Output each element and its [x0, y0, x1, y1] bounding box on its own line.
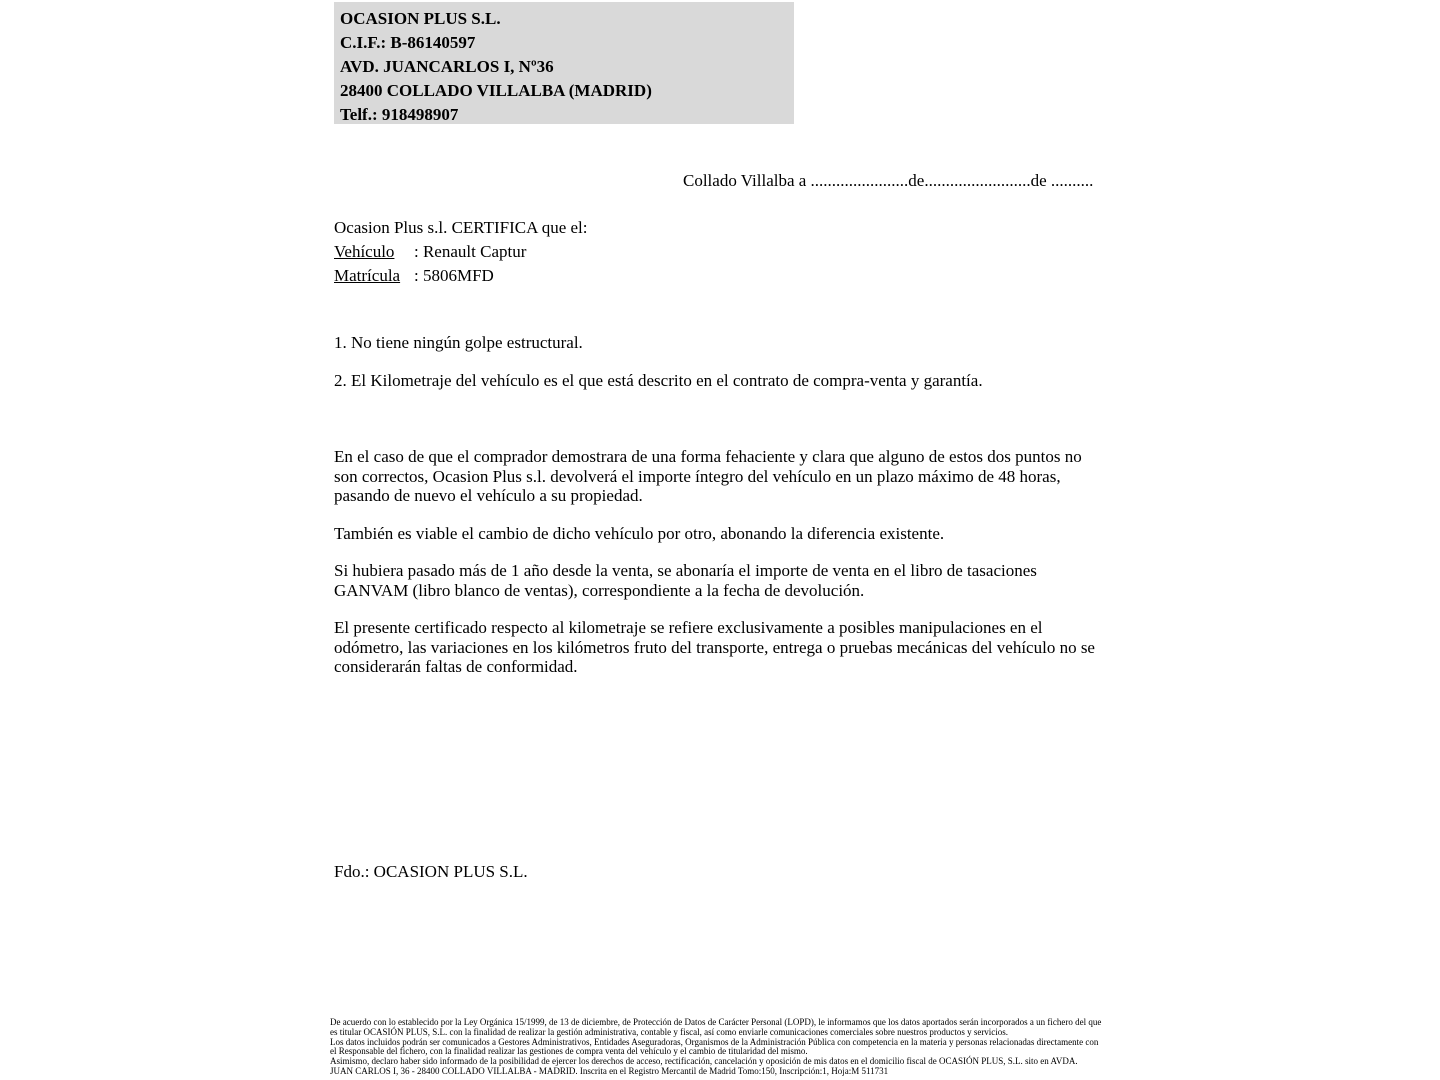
date-line: Collado Villalba a .......................de.........................de ..........	[683, 171, 1094, 190]
point-2: 2. El Kilometraje del vehículo es el que está descrito en el contrato de compra-venta y garantía.	[334, 370, 983, 390]
certification-block	[334, 216, 1101, 288]
certificate-body	[334, 216, 1101, 677]
legal-footer	[330, 1018, 1102, 1077]
signature-line: Fdo.: OCASION PLUS S.L.	[334, 862, 528, 881]
company-phone: Telf.: 918498907	[340, 105, 459, 124]
point-1: 1. No tiene ningún golpe estructural.	[334, 333, 583, 352]
paragraph-exchange: También es viable el cambio de dicho vehículo por otro, abonando la diferencia existente.	[334, 523, 945, 543]
vehicle-value: : Renault Captur	[414, 242, 527, 261]
legal-footer-line-1: De acuerdo con lo establecido por la Ley Orgánica 15/1999, de 13 de diciembre, de Protección de Datos de Carácter Personal (LOPD), le informamos que los datos aportados serán incorporados a un fichero del que es titular OCASIÓN PLUS, S.L. con la finalidad de realizar la gestión administrativa, contable y fiscal, así como enviarle comunicaciones comerciales sobre nuestros productos y servicios.	[330, 1017, 1102, 1037]
paragraph-odometer: El presente certificado respecto al kilometraje se refiere exclusivamente a posibles manipulaciones en el odómetro, las variaciones en los kilómetros fruto del transporte, entrega o pruebas mecánicas del vehículo no se considerarán faltas de conformidad.	[334, 618, 1095, 676]
plate-line	[334, 264, 1101, 288]
company-name: OCASION PLUS S.L.	[340, 9, 501, 28]
vehicle-line	[334, 240, 1101, 264]
company-city: 28400 COLLADO VILLALBA (MADRID)	[340, 81, 652, 100]
paragraph-ganvam: Si hubiera pasado más de 1 año desde la venta, se abonaría el importe de venta en el libro de tasaciones GANVAM (libro blanco de ventas), correspondiente a la fecha de devolución.	[334, 561, 1037, 600]
paragraph-refund: En el caso de que el comprador demostrara de una forma fehaciente y clara que alguno de estos dos puntos no son correctos, Ocasion Plus s.l. devolverá el importe íntegro del vehículo en un plazo máximo de 48 horas, pasando de nuevo el vehículo a su propiedad.	[334, 447, 1082, 505]
plate-label: Matrícula	[334, 266, 401, 285]
company-header-box	[334, 2, 794, 124]
plate-value: : 5806MFD	[414, 266, 494, 285]
legal-footer-line-2: Los datos incluidos podrán ser comunicados a Gestores Administrativos, Entidades Aseguradoras, Organismos de la Administración Pública con competencia en la materia y personas relacionadas directamente con el Responsable del fichero, con la finalidad realizar las gestiones de compra venta del vehículo y el cambio de titularidad del mismo.	[330, 1036, 1099, 1057]
company-cif: C.I.F.: B-86140597	[340, 33, 476, 52]
company-address: AVD. JUANCARLOS I, Nº36	[340, 57, 554, 76]
vehicle-label: Vehículo	[334, 242, 395, 261]
certifies-line: Ocasion Plus s.l. CERTIFICA que el:	[334, 218, 588, 237]
legal-footer-line-3: Asimismo, declaro haber sido informado de la posibilidad de ejercer los derechos de acceso, rectificación, cancelación y oposición de mis datos en el domicilio fiscal de OCASIÓN PLUS, S.L. sito en AVDA. JUAN CARLOS I, 36 - 28400 COLLADO VILLALBA - MADRID. Inscrita en el Registro Mercantil de Madrid Tomo:150, Inscripción:1, Hoja:M 511731	[330, 1056, 1078, 1076]
